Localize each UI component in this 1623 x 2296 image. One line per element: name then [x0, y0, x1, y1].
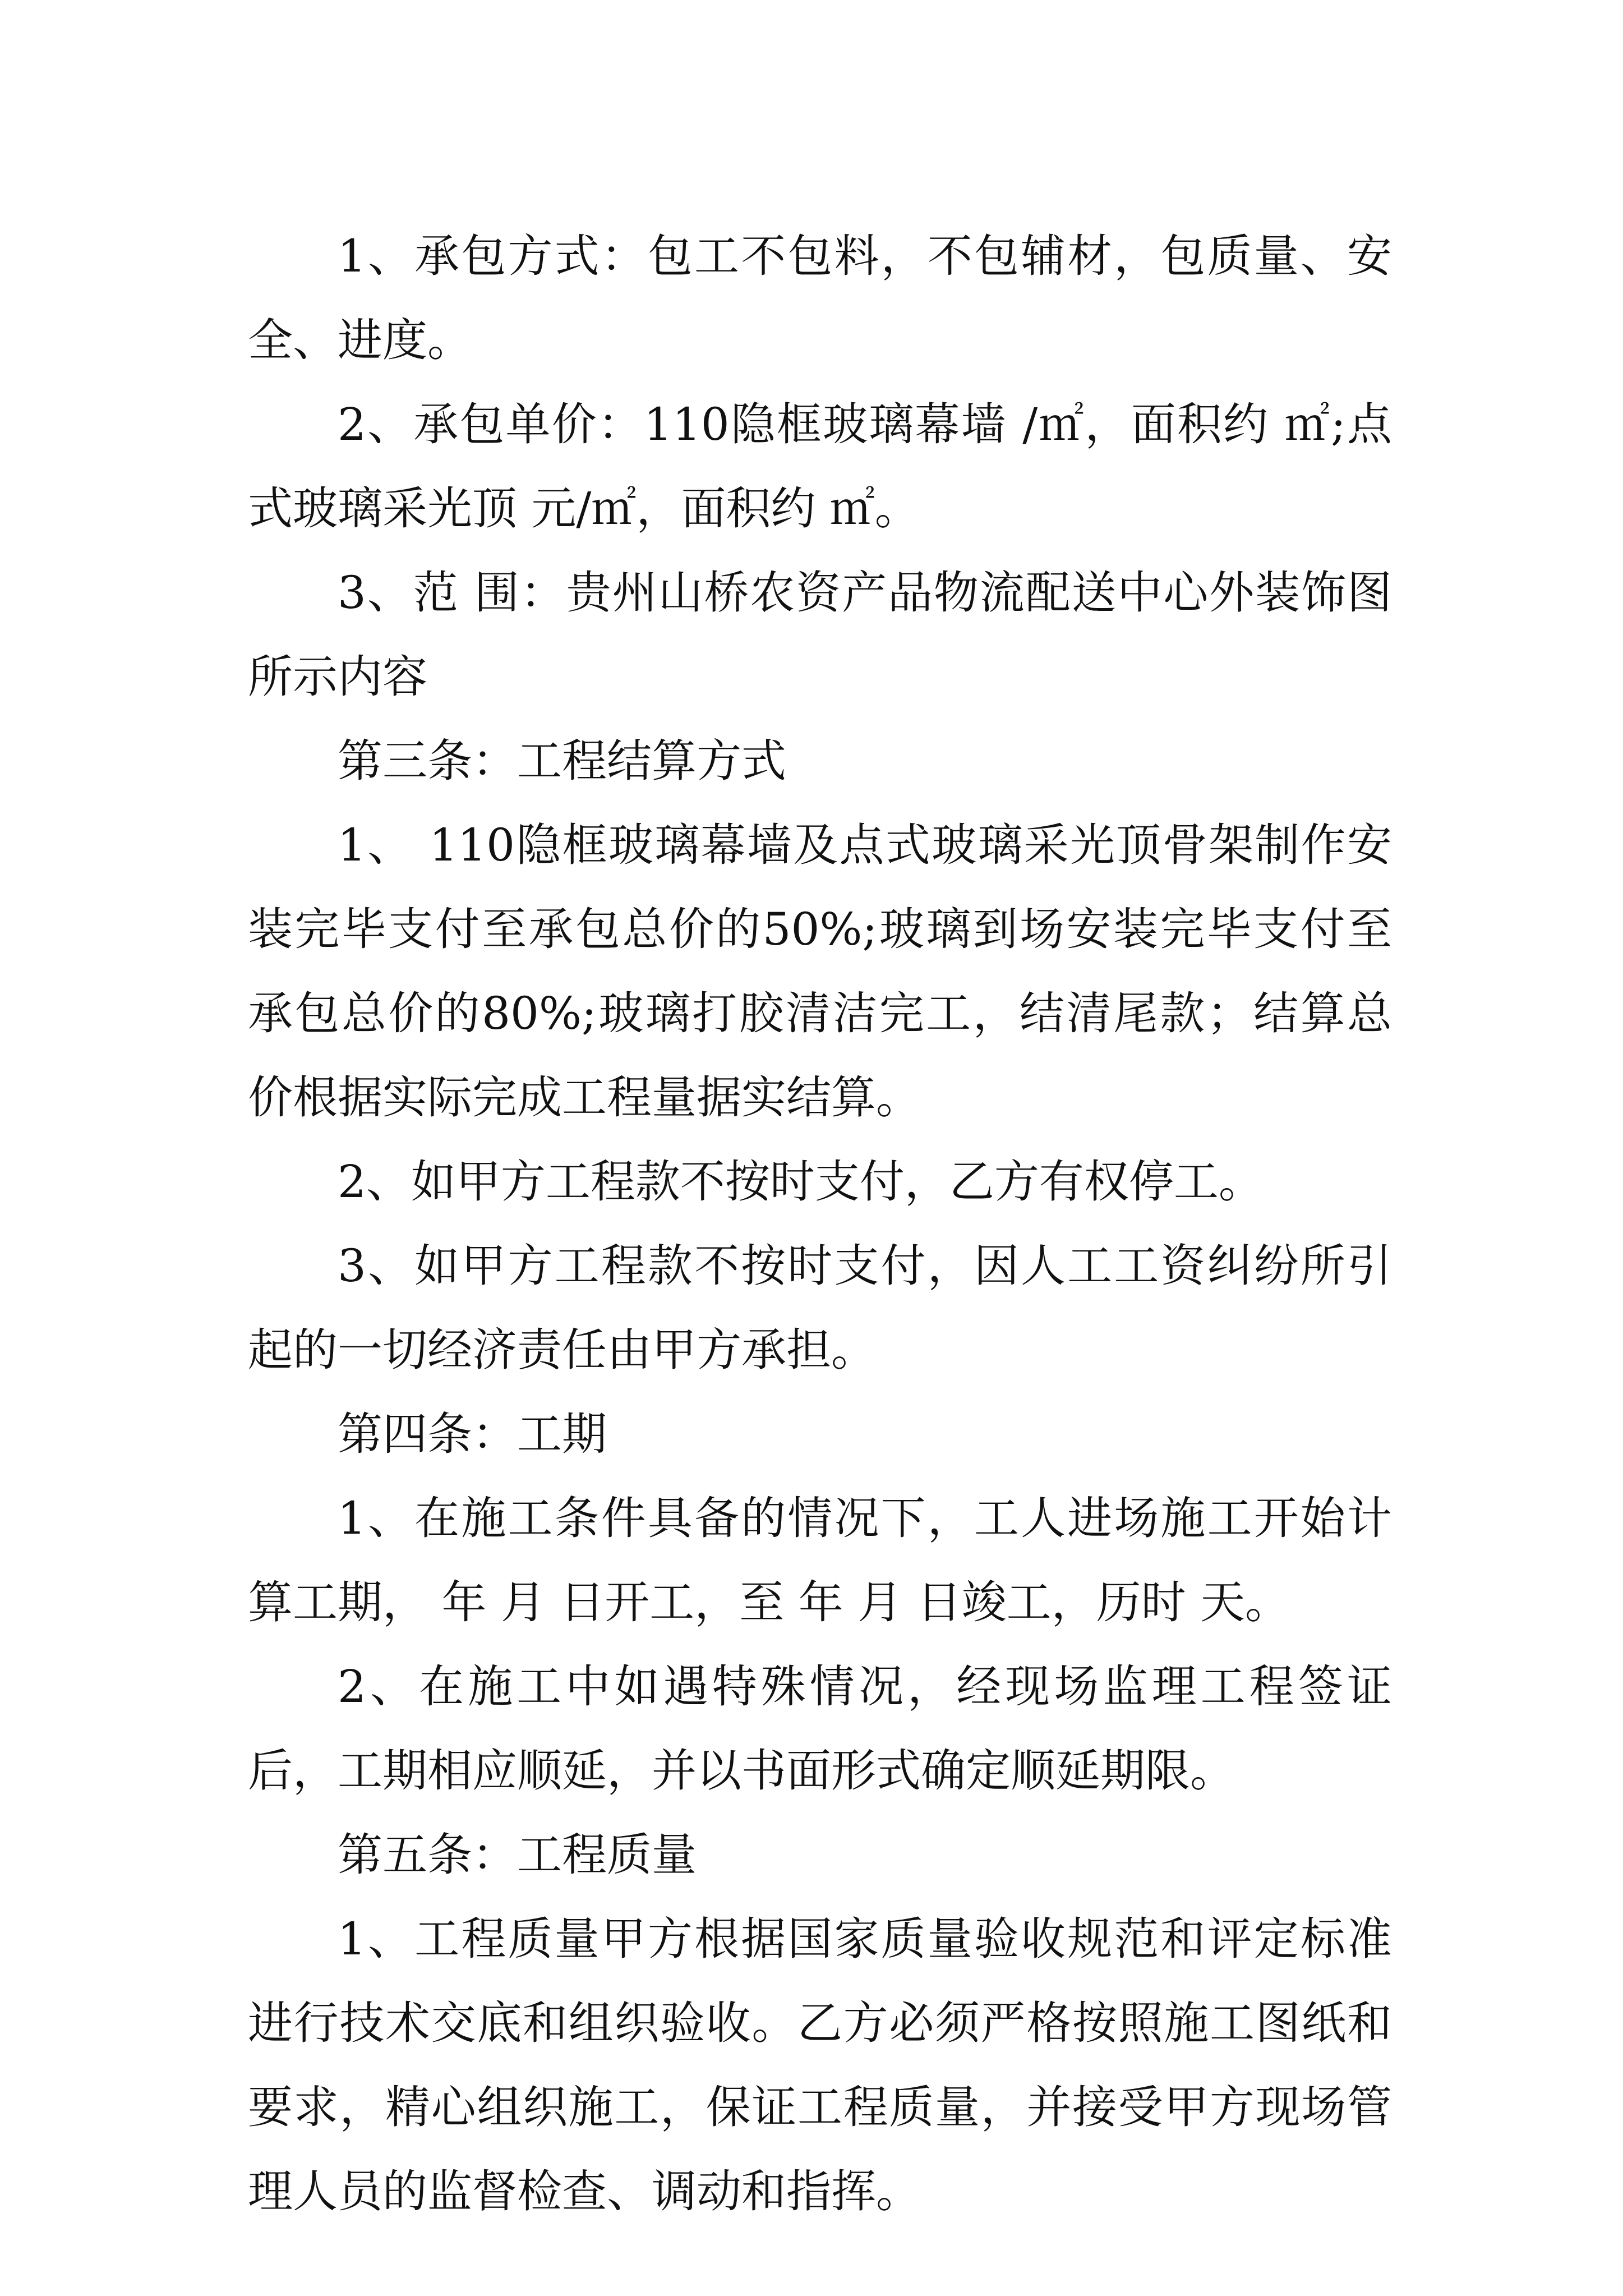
section-heading-schedule: 第四条：工期	[338, 1408, 607, 1460]
section-heading-quality: 第五条：工程质量	[338, 1829, 697, 1881]
paragraph-payment-schedule: 1、 110隐框玻璃幕墙及点式玻璃采光顶骨架制作安装完毕支付至承包总价的50%;玻璃到场安装完毕支付至承包总价的80%;玻璃打胶清洁完工，结清尾款；结算总价根据实际完成工程量据实结算。	[248, 819, 1392, 1124]
paragraph-period-extension: 2、在施工中如遇特殊情况，经现场监理工程签证后，工期相应顺延，并以书面形式确定顺延期限。	[248, 1660, 1392, 1797]
section-heading-settlement: 第三条：工程结算方式	[338, 735, 786, 787]
paragraph-construction-period: 1、在施工条件具备的情况下，工人进场施工开始计算工期， 年 月 日开工，至 年 月 日竣工，历时 天。	[248, 1492, 1392, 1628]
document-body	[248, 214, 1392, 2234]
paragraph-scope: 3、范 围：贵州山桥农资产品物流配送中心外装饰图所示内容	[248, 567, 1392, 703]
paragraph-unit-price: 2、承包单价：110隐框玻璃幕墙 /㎡，面积约 ㎡;点式玻璃采光顶 元/㎡，面积约 ㎡。	[248, 398, 1392, 535]
paragraph-contract-method: 1、承包方式：包工不包料，不包辅材，包质量、安全、进度。	[248, 230, 1392, 366]
paragraph-wage-dispute: 3、如甲方工程款不按时支付，因人工工资纠纷所引起的一切经济责任由甲方承担。	[248, 1240, 1392, 1376]
paragraph-quality-acceptance: 1、工程质量甲方根据国家质量验收规范和评定标准进行技术交底和组织验收。乙方必须严格按照施工图纸和要求，精心组织施工，保证工程质量，并接受甲方现场管理人员的监督检查、调动和指挥。	[248, 1913, 1392, 2217]
paragraph-stop-work-right: 2、如甲方工程款不按时支付，乙方有权停工。	[338, 1156, 1264, 1208]
